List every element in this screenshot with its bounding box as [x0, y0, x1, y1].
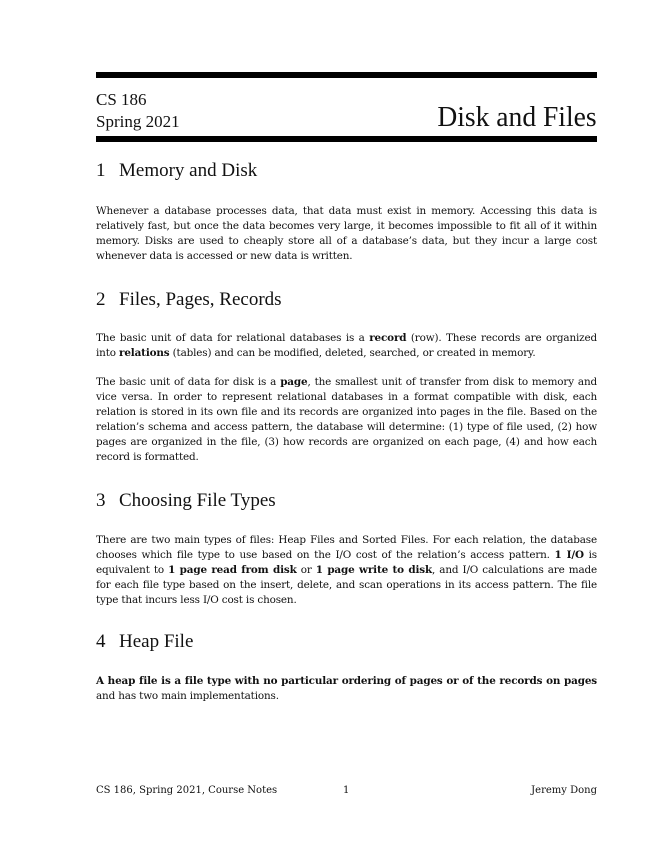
bold-term: 1 page write to disk	[315, 564, 433, 577]
bold-term: 1 I/O	[554, 549, 584, 562]
section-heading-3	[96, 490, 276, 512]
bold-term: 1 page read from disk	[168, 564, 297, 577]
bold-term: relations	[119, 347, 170, 360]
section-heading-2	[96, 289, 282, 311]
text-run: The basic unit of data for relational databases is a	[96, 332, 370, 344]
section-number: 4	[96, 631, 106, 652]
footer-author: Jeremy Dong	[531, 785, 597, 796]
text-run: is equivalent to	[96, 549, 597, 577]
paragraph	[96, 375, 597, 466]
text-run: , and I/O calculations are made for each file type based on the insert, delete, and scan operations in its access pattern. The file type that incurs less I/O cost is chosen.	[96, 564, 597, 607]
section-number: 1	[96, 160, 106, 181]
bold-term: A heap file is a file type with no particular ordering of pages or of the records on pages	[96, 675, 597, 687]
section-title: Heap File	[119, 631, 194, 652]
footer-page-number: 1	[343, 785, 350, 796]
course-term: Spring 2021	[96, 112, 180, 131]
text-run: (tables) and can be modified, deleted, searched, or created in memory.	[169, 347, 536, 360]
course-code: CS 186	[96, 90, 147, 109]
bold-term: page	[280, 376, 308, 388]
header-top-rule	[96, 72, 597, 78]
document-title: Disk and Files	[437, 101, 597, 133]
section-title: Files, Pages, Records	[119, 289, 282, 310]
text-run: or	[296, 564, 316, 577]
paragraph	[96, 204, 597, 264]
section-heading-1	[96, 160, 257, 182]
section-heading-4	[96, 631, 193, 653]
paragraph	[96, 533, 597, 608]
section-title: Choosing File Types	[119, 490, 276, 511]
section-title: Memory and Disk	[119, 160, 258, 181]
text-run: , the smallest unit of transfer from disk to memory and vice versa. In order to represent relational databases in a format compatible with disk, each relation is stored in its own file and its records are organized into pages in the file. Based on the relation’s schema and access pattern, the database will determine: (1) type of file used, (2) how pages are organized in the file, (3) how records are organized on each page, (4) and how each record is formatted.	[96, 376, 597, 464]
text-run: and has two main implementations.	[96, 690, 279, 703]
text-run: Whenever a database processes data, that data must exist in memory. Accessing this data is relatively fast, but once the data becomes very large, it becomes impossible to fit all of it within memory. Disks are used to cheaply store all of a database’s data, but they incur a large cost whenever data is accessed or new data is written.	[96, 205, 597, 263]
footer-course-notes: CS 186, Spring 2021, Course Notes	[96, 785, 278, 796]
section-number: 2	[96, 289, 106, 310]
section-number: 3	[96, 490, 106, 511]
text-run: (row). These records are organized into	[96, 332, 597, 360]
header-bottom-rule	[96, 136, 597, 142]
text-run: There are two main types of files: Heap Files and Sorted Files. For each relation, the database chooses which file type to use based on the I/O cost of the relation’s access pattern.	[96, 534, 597, 562]
bold-term: record	[369, 332, 407, 344]
text-run: The basic unit of data for disk is a	[96, 376, 281, 388]
paragraph	[96, 331, 597, 361]
paragraph	[96, 674, 597, 704]
